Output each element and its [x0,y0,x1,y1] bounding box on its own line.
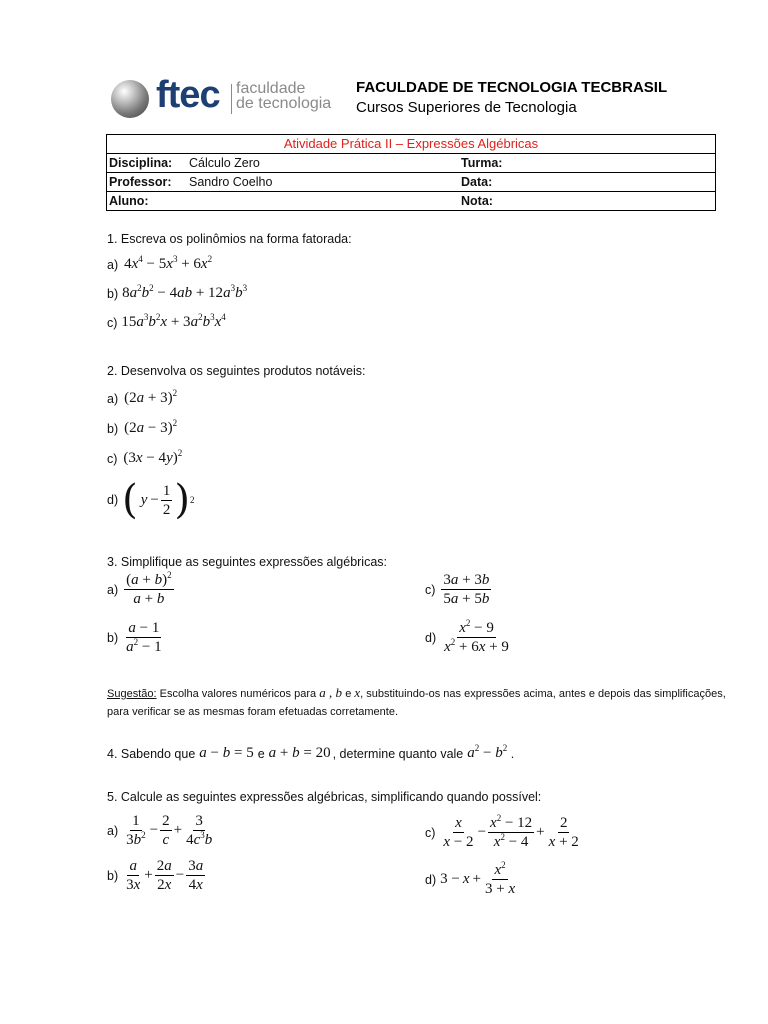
courses-subtitle: Cursos Superiores de Tecnologia [356,99,577,116]
q1-c-expression: $15a^3b^2x + 3a^2b^3x^4$ [121,312,226,330]
q5-c-expression: $\frac{x}{x - 2}$ − $\frac{x^2 - 12}{x^2 - 4}$ + $\frac{2}{x + 2}$ [443,813,579,850]
q5-b-expression: $\frac{a}{3x}$ + $\frac{2a}{2x}$ − $\frac{3a}{4x}$ [126,858,204,893]
q1-prompt: 1. Escreva os polinômios na forma fatorada: [107,232,352,246]
teacher-label: Professor: [109,175,172,189]
q3-item-c: c) $\frac{3a + 3b}{5a + 5b}$ [425,572,493,607]
q2-d-expression: ( y − $\frac{1}{2}$ ) 2 [122,477,195,523]
q3-c-expression: $\frac{3a + 3b}{5a + 5b}$ [443,572,490,607]
info-row-discipline [107,153,715,172]
q4-prompt: 4. Sabendo que a − b = 5 e a + b = 20 , determine quanto vale $a^2 - b^2$ . [107,743,515,761]
q1-item-c: c) $15a^3b^2x + 3a^2b^3x^4$ [107,312,226,330]
q3-a-expression: $\frac{(a + b)^2}{a + b}$ [126,570,172,607]
q3-item-d: d) $\frac{x^2 - 9}{x^2 + 6x + 9}$ [425,620,513,655]
q3-item-b: b) $\frac{a - 1}{a^2 - 1}$ [107,620,166,655]
q3-b-expression: $\frac{a - 1}{a^2 - 1}$ [126,620,162,655]
q2-c-expression: $(3x - 4y)^2$ [123,448,183,466]
q1-a-expression: $4x^4 - 5x^3 + 6x^2$ [124,254,213,272]
student-value [189,192,461,210]
logo-subtitle: faculdade de tecnologia [236,80,332,112]
q5-item-b: b) $\frac{a}{3x}$ + $\frac{2a}{2x}$ − $\frac{3a}{4x}$ [107,858,207,893]
info-table [106,134,716,211]
q5-a-expression: $\frac{1}{3b^2}$ − $\frac{2}{c}$ + $\frac{3}{4c^3b}$ [126,813,213,848]
info-row-teacher [107,172,715,191]
date-label: Data: [461,175,493,189]
suggestion-note: Sugestão: Escolha valores numéricos para a , b e x, substituindo-os nas expressões acima, antes e depois das simplificações, para verificar se as mesmas foram efetuadas corretamente. [107,685,726,718]
q5-item-a: a) $\frac{1}{3b^2}$ − $\frac{2}{c}$ + $\frac{3}{4c^3b}$ [107,813,216,848]
student-label: Aluno: [109,194,149,208]
q5-item-d: d) 3 − x + $\frac{x^2}{3 + x}$ [425,862,519,897]
info-row-student [107,191,715,210]
q3-item-a: a) $\frac{(a + b)^2}{a + b}$ [107,572,176,607]
q1-item-a: a) $4x^4 - 5x^3 + 6x^2$ [107,254,213,272]
discipline-label: Disciplina: [109,156,173,170]
q2-item-b: b) $(2a - 3)^2$ [107,418,178,436]
q2-item-d: d) ( y − $\frac{1}{2}$ ) 2 [107,477,195,523]
discipline-value: Cálculo Zero [189,156,260,170]
q1-b-expression: $8a^2b^2 - 4ab + 12a^3b^3$ [122,283,248,301]
q2-b-expression: $(2a - 3)^2$ [124,418,178,436]
q3-prompt: 3. Simplifique as seguintes expressões algébricas: [107,555,388,569]
q5-prompt: 5. Calcule as seguintes expressões algébricas, simplificando quando possível: [107,790,542,804]
ftec-logo-sphere-icon [111,80,149,118]
q5-d-expression: 3 − x + $\frac{x^2}{3 + x}$ [440,860,516,897]
q3-d-expression: $\frac{x^2 - 9}{x^2 + 6x + 9}$ [444,618,509,655]
q2-a-expression: $(2a + 3)^2$ [124,388,178,406]
q5-item-c: c) $\frac{x}{x - 2}$ − $\frac{x^2 - 12}{x^2 - 4}$ + $\frac{2}{x + 2}$ [425,815,583,850]
school-name: FACULDADE DE TECNOLOGIA TECBRASIL [356,79,668,96]
q4-target-expression: $a^2 - b^2$ [467,743,508,761]
q1-item-b: b) $8a^2b^2 - 4ab + 12a^3b^3$ [107,283,248,301]
q4-equation-2: a + b = 20 [268,745,331,761]
q2-prompt: 2. Desenvolva os seguintes produtos notáveis: [107,364,366,378]
q2-item-a: a) $(2a + 3)^2$ [107,388,178,406]
q4-equation-1: a − b = 5 [199,745,254,761]
logo-text: ftec [156,74,220,116]
grade-label: Nota: [461,194,493,208]
teacher-value: Sandro Coelho [189,175,273,189]
activity-title: Atividade Prática II – Expressões Algébricas [283,136,539,151]
q2-item-c: c) $(3x - 4y)^2$ [107,448,183,466]
logo-divider [231,84,232,114]
suggestion-label: Sugestão: [107,688,157,700]
class-label: Turma: [461,156,503,170]
